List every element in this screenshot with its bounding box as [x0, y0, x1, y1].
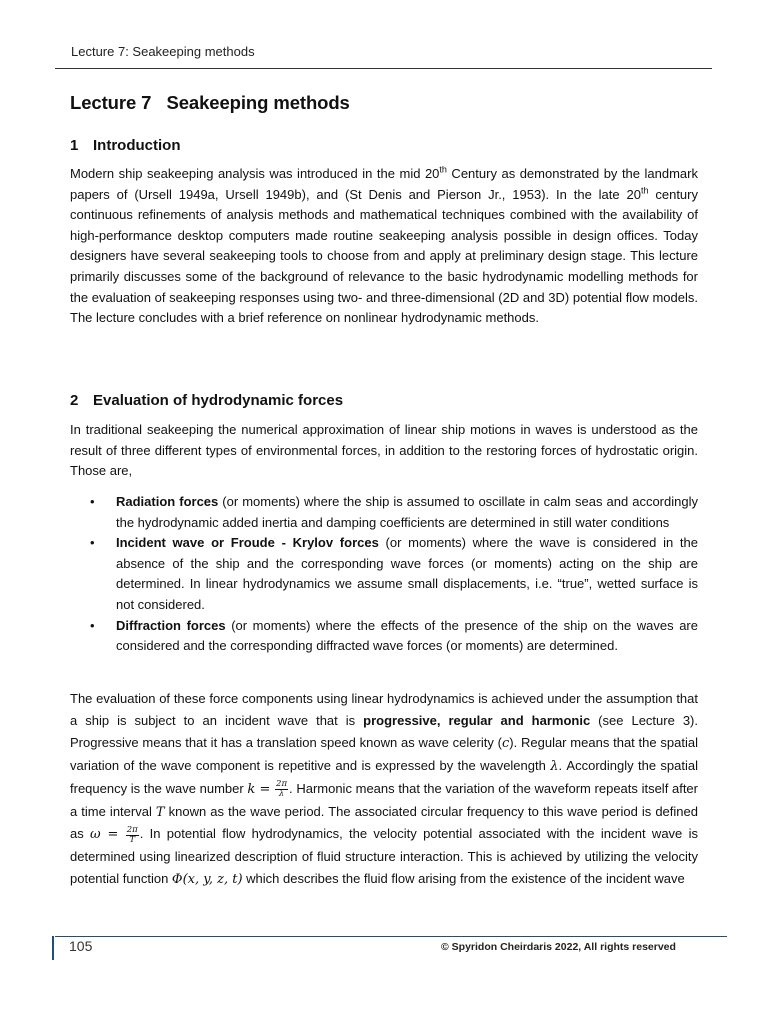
- intro-superscript-2: th: [640, 185, 649, 196]
- intro-text-3: century continuous refinements of analysis methods and mathematical techniques combined with the availability of high-performance desktop computers made routine seakeeping analysis possible in design offices. Today designers have several seakeeping tools to choose from and apply at preliminary design stage. This lecture primarily discusses some of the background of relevance to the basic hydrodynamic modelling methods for the evaluation of seakeeping responses using two- and three-dimensional (2D and 3D) potential flow models. The lecture concludes with a brief reference on nonlinear hydrodynamic methods.: [70, 186, 698, 326]
- fraction-denominator: λ: [278, 788, 285, 799]
- bullet-icon: •: [90, 494, 95, 509]
- section-1-title: Introduction: [93, 137, 181, 154]
- wave-text-5: . Harmonic means that the variation of the waveform repeats itself after a time interval: [70, 780, 698, 819]
- header-divider: [55, 68, 712, 69]
- footer-accent-bar: [52, 936, 54, 960]
- velocity-potential-symbol: Φ(x, y, z, t): [171, 872, 243, 888]
- wave-text-2: (see Lecture 3). Progressive means that it has a translation speed known as wave celerity (: [70, 712, 699, 750]
- wave-text-8: which describes the fluid flow arising from the existence of the incident wave: [242, 871, 685, 887]
- fraction-denominator: T: [129, 834, 136, 845]
- section-2-heading: [70, 392, 343, 409]
- wave-emphasis: progressive, regular and harmonic: [363, 712, 591, 728]
- wave-text-4: . Accordingly the spatial frequency is the wave number: [70, 757, 698, 796]
- intro-text-1: Modern ship seakeeping analysis was introduced in the mid 20: [70, 166, 440, 181]
- wave-text-7: . In potential flow hydrodynamics, the velocity potential associated with the incident wave is determined using linearized description of fluid structure interaction. This is achieved by utilizing the velocity potential function: [70, 826, 698, 887]
- wave-text-3: ). Regular means that the spatial variation of the wave component is repetitive and is expressed by the wavelength: [70, 734, 698, 773]
- wave-text-6: known as the wave period. The associated circular frequency to this wave period is defined as: [70, 803, 698, 842]
- wavelength-symbol: λ: [550, 758, 559, 774]
- copyright-notice: © Spyridon Cheirdaris 2022, All rights reserved: [441, 941, 676, 953]
- list-item-diffraction: [70, 616, 698, 657]
- wave-number-symbol: k =: [247, 781, 271, 797]
- list-item-term: Radiation forces: [116, 494, 219, 509]
- intro-text-2: Century as demonstrated by the landmark papers of (Ursell 1949a, Ursell 1949b), and (St Denis and Pierson Jr., 1953). In the late 20: [70, 166, 698, 202]
- lecture-label: Lecture 7: [70, 92, 152, 113]
- fraction-numerator: 2π: [276, 778, 288, 789]
- wave-description-paragraph: [70, 688, 698, 891]
- period-symbol: T: [155, 804, 165, 820]
- bullet-icon: •: [90, 535, 95, 551]
- list-item-text: (or moments) where the effects of the presence of the ship on the waves are considered and the corresponding diffracted wave forces (or moments) are determined.: [116, 617, 698, 654]
- section-1-heading: [70, 137, 180, 154]
- circular-frequency-symbol: ω =: [90, 827, 119, 843]
- page-number: 105: [69, 938, 93, 954]
- list-item-term: Incident wave or Froude - Krylov forces: [116, 535, 379, 551]
- circular-frequency-fraction: [126, 826, 139, 845]
- list-item-text: (or moments) where the ship is assumed to oscillate in calm seas and accordingly the hydrodynamic added inertia and damping coefficients are determined in still water conditions: [116, 494, 698, 530]
- running-header: Lecture 7: Seakeeping methods: [71, 44, 255, 59]
- bullet-icon: •: [90, 617, 95, 633]
- list-item-text: (or moments) where the wave is considered in the absence of the ship and the corresponding wave forces (or moments) acting on the ship are determined. In linear hydrodynamics we assume small displacements, i.e. “true”, wetted surface is not considered.: [116, 535, 698, 612]
- list-item-term: Diffraction forces: [116, 617, 226, 633]
- celerity-symbol: c: [501, 735, 510, 751]
- section-2-intro-paragraph: In traditional seakeeping the numerical approximation of linear ship motions in waves is understood as the result of three different types of environmental forces, in addition to the restoring forces of hydrostatic origin. Those are,: [70, 422, 698, 479]
- section-1-number: 1: [70, 137, 79, 154]
- list-item-froude-krylov: [70, 533, 698, 615]
- lecture-name: Seakeeping methods: [166, 92, 350, 113]
- wave-number-fraction: [275, 780, 288, 799]
- footer-divider: [55, 936, 727, 937]
- lecture-title: [70, 92, 350, 114]
- introduction-paragraph: [70, 164, 698, 329]
- intro-superscript-1: th: [439, 164, 447, 175]
- force-types-list: [70, 492, 698, 657]
- list-item-radiation: [70, 492, 698, 533]
- section-2-title: Evaluation of hydrodynamic forces: [93, 392, 344, 409]
- section-2-number: 2: [70, 392, 79, 409]
- fraction-numerator: 2π: [126, 824, 138, 835]
- wave-text-1: The evaluation of these force components using linear hydrodynamics is achieved under the assumption that a ship is subject to an incident wave that is: [70, 691, 698, 728]
